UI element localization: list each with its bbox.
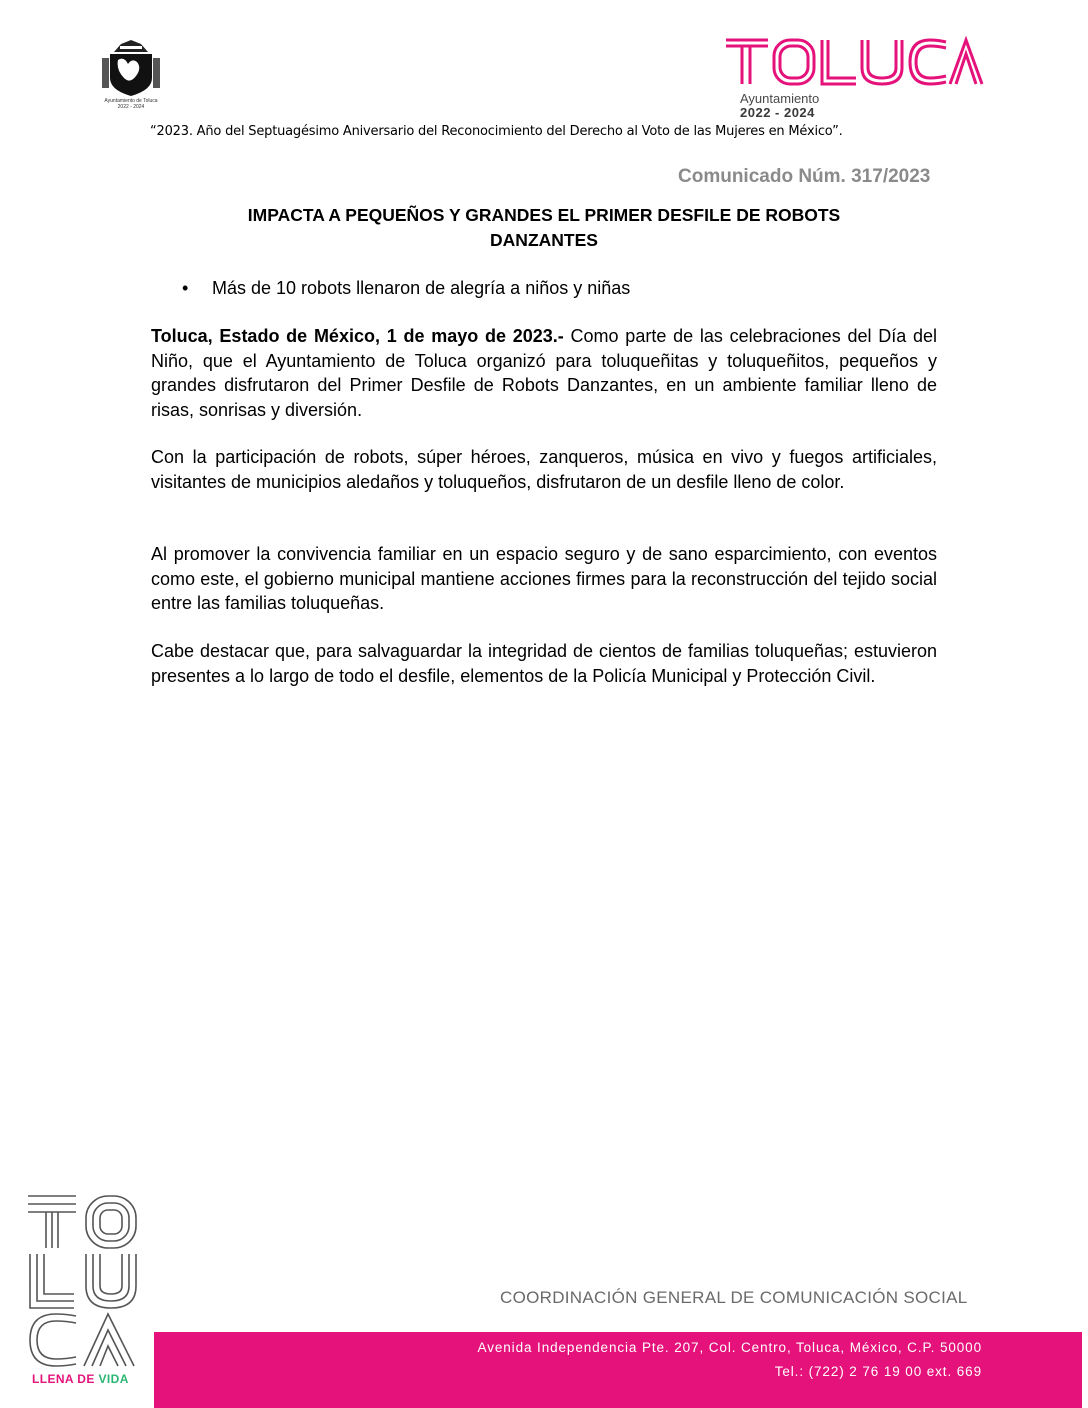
bullet-item xyxy=(182,278,630,299)
comunicado-number: Comunicado Núm. 317/2023 xyxy=(678,166,931,187)
bullet-dot: • xyxy=(182,278,189,298)
headline-line-1: IMPACTA A PEQUEÑOS Y GRANDES EL PRIMER DESFILE DE ROBOTS xyxy=(247,205,841,225)
seal-icon xyxy=(90,38,172,98)
ayuntamiento-label: Ayuntamiento xyxy=(740,91,820,106)
headline xyxy=(150,203,938,253)
stacked-toluca-icon xyxy=(26,1190,144,1370)
slogan xyxy=(32,1372,129,1386)
year-motto: “2023. Año del Septuagésimo Aniversario del Reconocimiento del Derecho al Voto de las Mujeres en México”. xyxy=(150,124,843,139)
toluca-wordmark-icon xyxy=(724,36,984,88)
paragraph-3: Al promover la convivencia familiar en un espacio seguro y de sano esparcimiento, con eventos como este, el gobierno municipal mantiene acciones firmes para la reconstrucción del tejido social entre las familias toluqueñas. xyxy=(151,544,937,613)
footer-toluca-logo xyxy=(26,1190,144,1400)
dateline: Toluca, Estado de México, 1 de mayo de 2023.- xyxy=(151,326,564,346)
footer-phone: Tel.: (722) 2 76 19 00 ext. 669 xyxy=(774,1364,982,1379)
bullet-text: Más de 10 robots llenaron de alegría a niños y niñas xyxy=(212,278,631,298)
ayuntamiento-years: 2022 - 2024 xyxy=(740,105,815,120)
slogan-part-2: VIDA xyxy=(98,1372,129,1386)
paragraph-1 xyxy=(151,324,937,422)
slogan-part-1: LLENA DE xyxy=(32,1372,99,1386)
seal-caption-years: 2022 - 2024 xyxy=(117,104,145,110)
paragraph-1-body: Como parte de las celebraciones del Día del Niño, que el Ayuntamiento de Toluca organizó para toluqueñitas y toluqueñitos, pequeños y grandes disfrutaron del Primer Desfile de Robots Danzantes, en un ambiente familiar lleno de risas, sonrisas y diversión. xyxy=(151,326,937,420)
seal-caption: Ayuntamiento de Toluca xyxy=(104,98,158,104)
headline-line-2: DANZANTES xyxy=(490,230,598,250)
paragraph-4: Cabe destacar que, para salvaguardar la integridad de cientos de familias toluqueñas; estuvieron presentes a lo largo de todo el desfile, elementos de la Policía Municipal y Protección Civil. xyxy=(151,641,937,686)
footer-address: Avenida Independencia Pte. 207, Col. Centro, Toluca, México, C.P. 50000 xyxy=(477,1340,982,1355)
municipal-seal xyxy=(90,38,172,120)
paragraph-2: Con la participación de robots, súper héroes, zanqueros, música en vivo y fuegos artificiales, visitantes de municipios aledaños y toluqueños, disfrutaron de un desfile lleno de color. xyxy=(151,447,937,492)
coordination-title: COORDINACIÓN GENERAL DE COMUNICACIÓN SOCIAL xyxy=(500,1288,968,1307)
